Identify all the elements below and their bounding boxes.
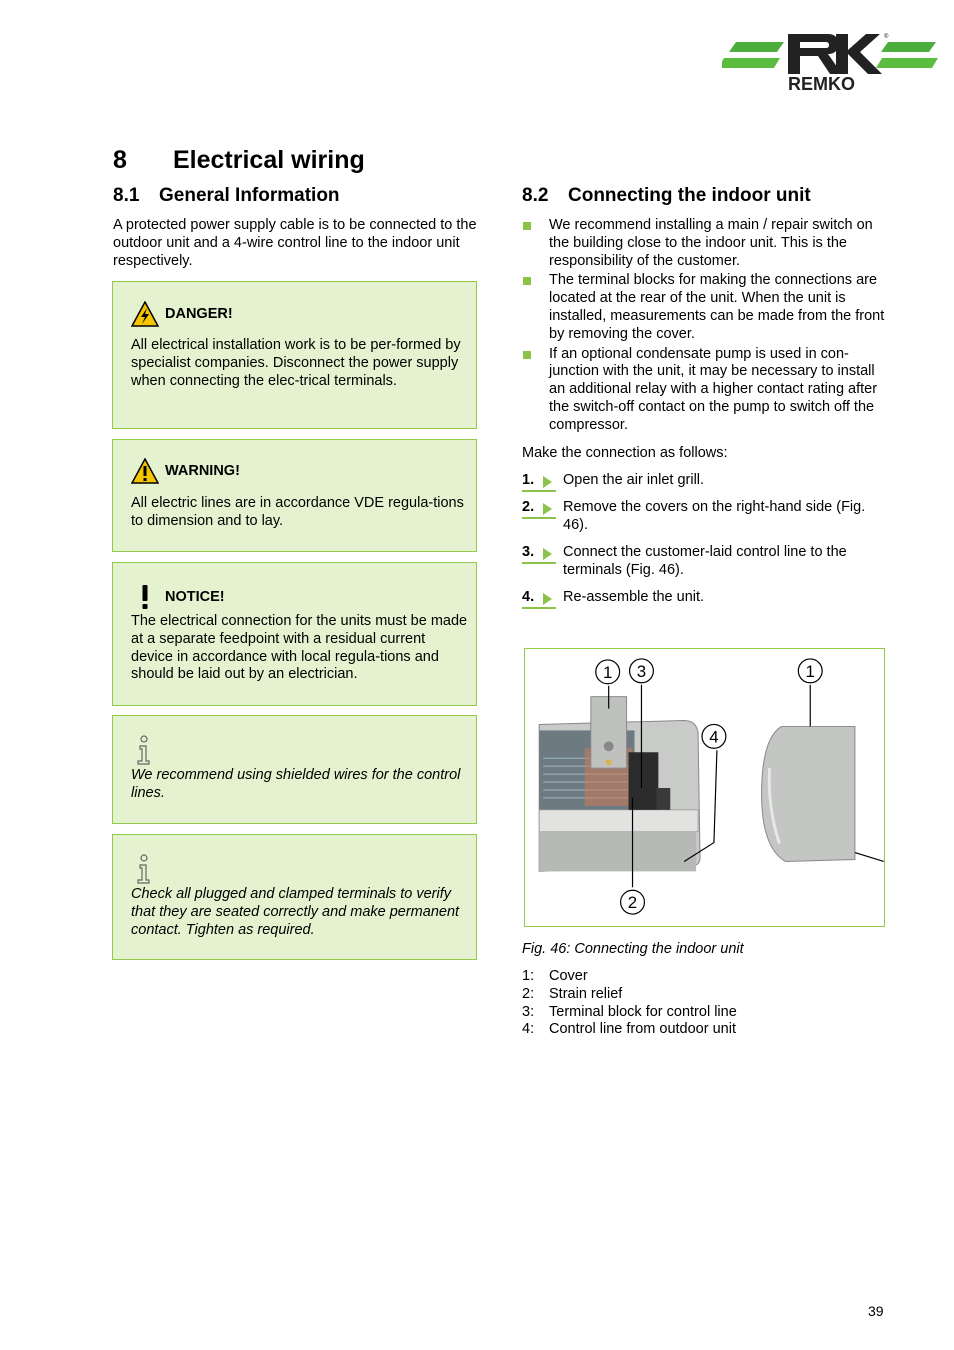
figure-caption: Fig. 46: Connecting the indoor unit: [522, 941, 744, 957]
danger-text: All electrical installation work is to be per-formed by specialist companies. Disconnect the power supply when connecting the elec-trical terminals.: [131, 337, 461, 389]
legend-item: 2: Strain relief: [522, 985, 623, 1002]
notice-text: The electrical connection for the units must be made at a separate feedpoint with a residual current device in accordance with local regula-tions and should be laid out by an electrician.: [131, 613, 468, 683]
info-icon: [135, 854, 151, 884]
warning-text: All electric lines are in accordance VDE regula-tions to dimension and to lay.: [131, 495, 464, 529]
notice-icon: [131, 583, 159, 611]
legend-item: 1: Cover: [522, 968, 588, 984]
figure-indoor-unit: [524, 648, 885, 927]
chapter-title: 8 Electrical wiring: [113, 146, 365, 174]
info-box-terminals: [112, 834, 477, 960]
info-text-shielded-wires: We recommend using shielded wires for the control lines.: [131, 767, 461, 801]
notice-box: [112, 562, 477, 706]
logo-text: REMKO: [788, 74, 855, 94]
step-arrow-icon: [543, 548, 552, 560]
page-number: 39: [868, 1303, 884, 1319]
intro-paragraph: A protected power supply cable is to be connected to the outdoor unit and a 4-wire control line to the indoor unit respectively.: [113, 217, 477, 269]
legend-item: 3: Terminal block for control line: [522, 1003, 737, 1020]
callout-2: 2: [627, 893, 638, 913]
warning-box: [112, 439, 477, 552]
danger-label: DANGER!: [165, 306, 233, 322]
bullet-square-icon: [523, 351, 531, 359]
section-heading-connecting-indoor-unit: 8.2 Connecting the indoor unit: [522, 185, 811, 206]
step-arrow-icon: [543, 476, 552, 488]
remko-logo: [722, 28, 938, 94]
list-item: If an optional condensate pump is used in con-junction with the unit, it may be necessary to install an additional relay with a higher contact rating after the switch-off contact on the pump to switch off the compressor.: [522, 346, 890, 435]
step-arrow-icon: [543, 593, 552, 605]
danger-icon: [131, 301, 159, 327]
list-item: The terminal blocks for making the connections are located at the rear of the unit. When the unit is installed, measurements can be made from the front by removing the cover.: [522, 272, 890, 343]
section-heading-general-information: 8.1 General Information: [113, 185, 340, 206]
danger-box: [112, 281, 477, 429]
figure-legend: [522, 968, 737, 1039]
steps-lead-text: Make the connection as follows:: [522, 445, 728, 461]
svg-text:®: ®: [884, 34, 889, 40]
warning-icon: [131, 458, 159, 484]
info-icon: [135, 735, 151, 765]
recommendation-list: [522, 217, 890, 437]
notice-label: NOTICE!: [165, 589, 225, 605]
legend-item: 4: Control line from outdoor unit: [522, 1021, 736, 1038]
callout-3: 3: [636, 661, 647, 681]
callout-1: 1: [603, 662, 613, 682]
warning-label: WARNING!: [165, 463, 240, 479]
callout-4: 4: [709, 727, 719, 747]
info-box-shielded-wires: [112, 715, 477, 824]
bullet-square-icon: [523, 277, 531, 285]
info-text-terminals: Check all plugged and clamped terminals to verify that they are seated correctly and make permanent contact. Tighten as required.: [131, 886, 460, 938]
step-arrow-icon: [543, 503, 552, 515]
list-item: We recommend installing a main / repair switch on the building close to the indoor unit. This is the responsibility of the customer.: [522, 217, 890, 270]
callout-1-side: 1: [805, 661, 815, 681]
bullet-square-icon: [523, 222, 531, 230]
